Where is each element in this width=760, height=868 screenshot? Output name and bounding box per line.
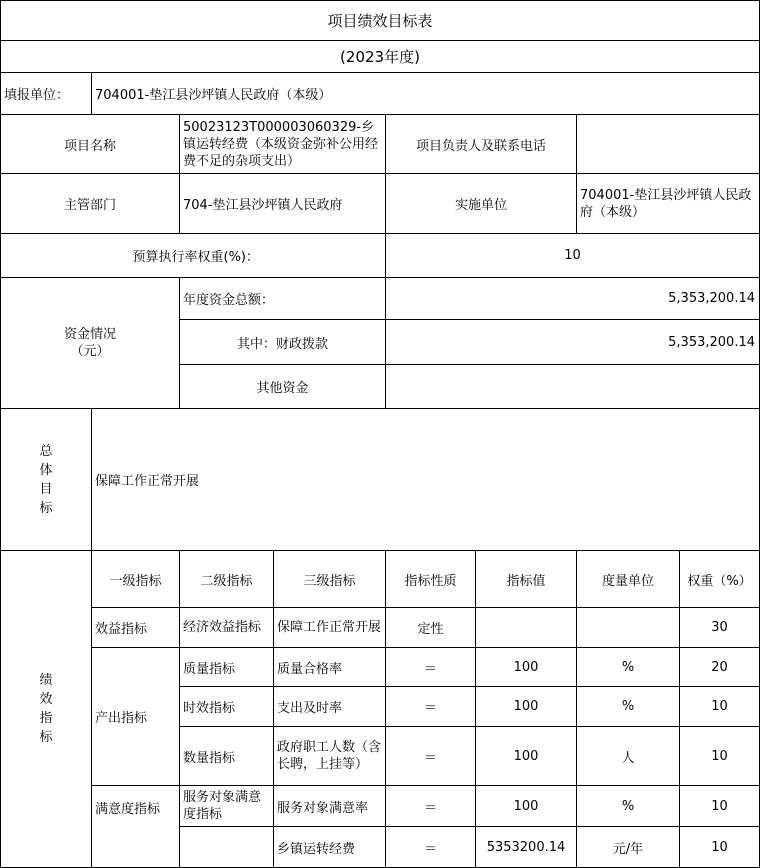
funds-fiscal-value: 5,353,200.14 bbox=[385, 319, 760, 365]
row-nature: ＝ bbox=[385, 826, 476, 868]
row-level2: 经济效益指标 bbox=[179, 607, 274, 648]
impl-label: 实施单位 bbox=[385, 173, 577, 234]
row-unit: % bbox=[576, 686, 680, 727]
dept-value: 704-垫江县沙坪镇人民政府 bbox=[179, 173, 386, 234]
overall-goal-char: 标 bbox=[39, 500, 53, 516]
impl-value: 704001-垫江县沙坪镇人民政府（本级） bbox=[576, 173, 760, 234]
row-level3: 乡镇运转经费 bbox=[273, 826, 386, 868]
row-value: 5353200.14 bbox=[475, 826, 577, 868]
header-value: 指标值 bbox=[475, 550, 577, 608]
table-title: 项目绩效目标表 bbox=[0, 0, 760, 41]
row-value: 100 bbox=[475, 686, 577, 727]
row-level3: 支出及时率 bbox=[273, 686, 386, 727]
row-value: 100 bbox=[475, 785, 577, 827]
header-level2: 二级指标 bbox=[179, 550, 274, 608]
budget-weight-value: 10 bbox=[385, 233, 760, 278]
row-level2 bbox=[179, 826, 274, 868]
row-level2: 时效指标 bbox=[179, 686, 274, 727]
project-manager-value bbox=[576, 114, 760, 174]
row-unit: 人 bbox=[576, 726, 680, 786]
row-level2: 数量指标 bbox=[179, 726, 274, 786]
funds-total-value: 5,353,200.14 bbox=[385, 277, 760, 320]
overall-goal-label bbox=[0, 408, 92, 551]
row-unit: 元/年 bbox=[576, 826, 680, 868]
row-level2: 服务对象满意度指标 bbox=[179, 785, 274, 827]
overall-goal-char: 总 bbox=[39, 443, 53, 459]
row-level2: 质量指标 bbox=[179, 647, 274, 687]
row-level3: 政府职工人数（含长聘，上挂等） bbox=[273, 726, 386, 786]
funds-other-label: 其他资金 bbox=[179, 364, 386, 409]
row-weight: 10 bbox=[679, 726, 760, 786]
row-value: 100 bbox=[475, 726, 577, 786]
row-nature: ＝ bbox=[385, 726, 476, 786]
budget-weight-label: 预算执行率权重(%)： bbox=[0, 233, 386, 278]
header-level3: 三级指标 bbox=[273, 550, 386, 608]
row-unit: % bbox=[576, 785, 680, 827]
row-nature: ＝ bbox=[385, 686, 476, 727]
row-weight: 30 bbox=[679, 607, 760, 648]
unit-label: 填报单位： bbox=[0, 72, 92, 115]
overall-goal-char: 目 bbox=[39, 481, 53, 497]
project-name-label: 项目名称 bbox=[0, 114, 180, 174]
row-level1: 效益指标 bbox=[91, 607, 180, 648]
project-name-value: 50023123T000003060329-乡镇运转经费（本级资金弥补公用经费不足的杂项支出） bbox=[179, 114, 386, 174]
funds-total-label: 年度资金总额： bbox=[179, 277, 386, 320]
row-nature: 定性 bbox=[385, 607, 476, 648]
perf-char: 标 bbox=[39, 730, 53, 745]
funds-fiscal-label: 其中：财政拨款 bbox=[179, 319, 386, 365]
unit-value: 704001-垫江县沙坪镇人民政府（本级） bbox=[91, 72, 760, 115]
perf-char: 指 bbox=[39, 711, 53, 726]
row-unit: % bbox=[576, 647, 680, 687]
table-year: (2023年度) bbox=[0, 40, 760, 73]
row-level1: 产出指标 bbox=[91, 647, 180, 786]
header-weight: 权重（%） bbox=[679, 550, 760, 608]
project-manager-label: 项目负责人及联系电话 bbox=[385, 114, 577, 174]
row-weight: 20 bbox=[679, 647, 760, 687]
perf-char: 绩 bbox=[39, 673, 53, 688]
row-nature: ＝ bbox=[385, 785, 476, 827]
overall-goal-char: 体 bbox=[39, 462, 53, 478]
row-weight: 10 bbox=[679, 686, 760, 727]
row-level3: 质量合格率 bbox=[273, 647, 386, 687]
funds-other-value bbox=[385, 364, 760, 409]
perf-label bbox=[0, 550, 92, 868]
row-weight: 10 bbox=[679, 785, 760, 827]
perf-char: 效 bbox=[39, 692, 53, 707]
row-value: 100 bbox=[475, 647, 577, 687]
row-weight: 10 bbox=[679, 826, 760, 868]
overall-goal-value: 保障工作正常开展 bbox=[91, 408, 760, 551]
row-level1: 满意度指标 bbox=[91, 785, 180, 868]
row-level3: 服务对象满意率 bbox=[273, 785, 386, 827]
row-nature: ＝ bbox=[385, 647, 476, 687]
header-level1: 一级指标 bbox=[91, 550, 180, 608]
funds-label: 资金情况（元） bbox=[0, 277, 180, 409]
row-value bbox=[475, 607, 577, 648]
header-nature: 指标性质 bbox=[385, 550, 476, 608]
header-unit: 度量单位 bbox=[576, 550, 680, 608]
row-unit bbox=[576, 607, 680, 648]
dept-label: 主管部门 bbox=[0, 173, 180, 234]
row-level3: 保障工作正常开展 bbox=[273, 607, 386, 648]
